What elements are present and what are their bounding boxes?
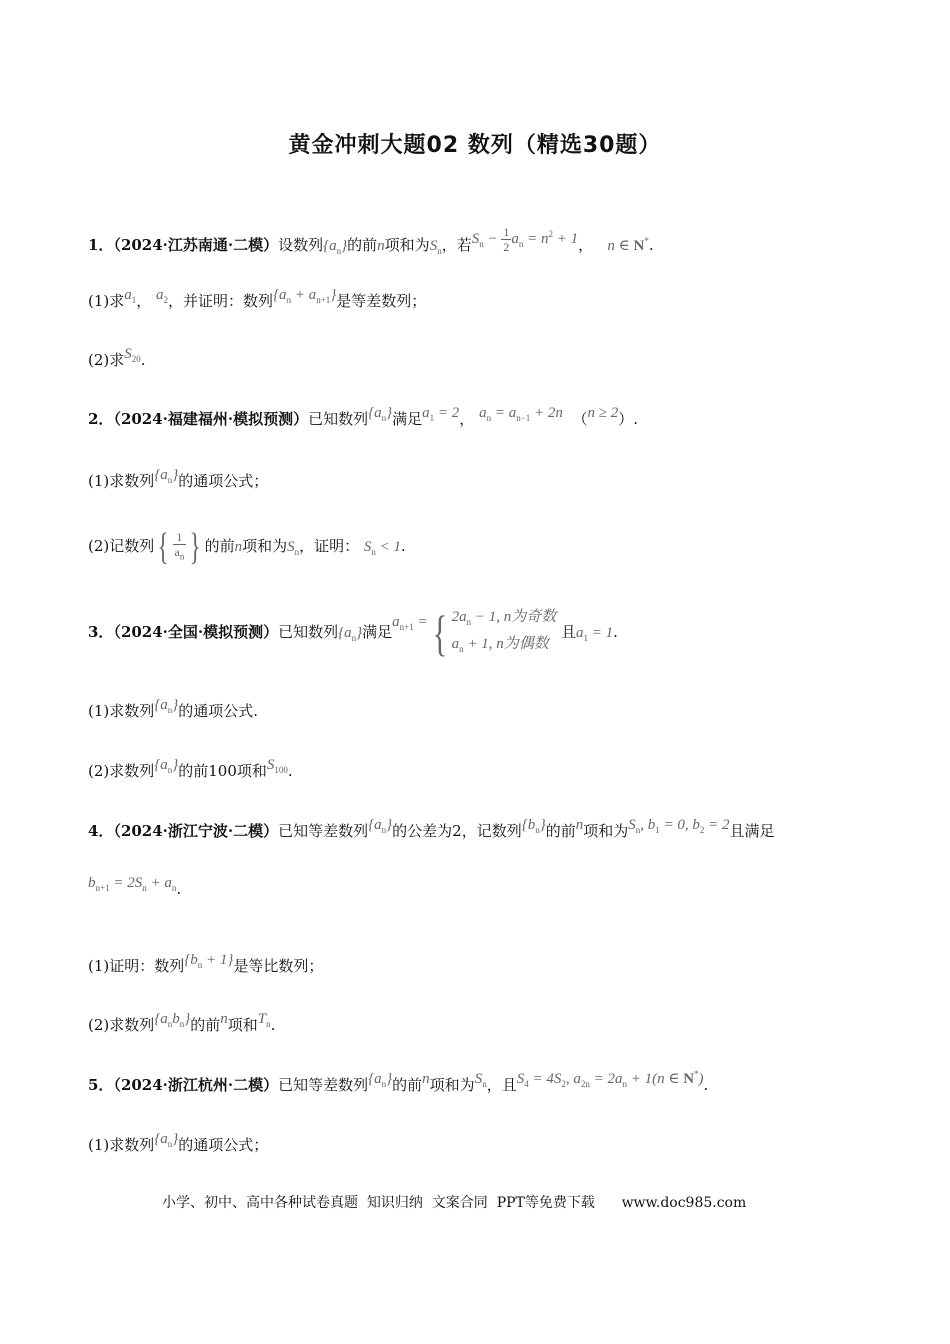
math-seq: $\{a_n + a_{n+1}\}$ — [273, 287, 337, 305]
text: （ — [572, 410, 588, 428]
part-label: (2)求数列 — [88, 762, 155, 780]
math-a1: $a_1 = 1$ — [576, 625, 614, 643]
text: . — [287, 762, 293, 780]
part-label: (2)求 — [88, 351, 125, 369]
problem-1-part-1 — [88, 287, 427, 312]
math-n: n — [220, 1011, 228, 1027]
page-title: 黄金冲刺大题02 数列（精选30题） — [288, 133, 662, 158]
math-seq: $\{a_nb_n\}$ — [154, 1011, 191, 1029]
text: 的前 — [204, 537, 235, 555]
math-seq: $\{a_n\}$ — [323, 237, 348, 256]
problem-number: 3． — [88, 623, 114, 641]
text: ， — [578, 235, 594, 254]
problem-1-part-2 — [88, 346, 146, 371]
problem-1-stem — [88, 225, 654, 261]
problem-4-part-2 — [88, 1011, 276, 1036]
problem-3-part-2 — [88, 757, 293, 782]
math-seq: $\{a_n\}$ — [154, 1131, 179, 1149]
text: ， — [459, 410, 475, 428]
text: 已知数列 — [308, 410, 369, 428]
math-n: n — [234, 539, 243, 555]
problem-number: 1． — [88, 235, 114, 254]
text: . — [613, 623, 618, 641]
math-seq: $\{b_n + 1\}$ — [184, 952, 234, 970]
text: 是等差数列； — [336, 292, 427, 310]
math-equation: $S_n$ − $\frac{1}{2}$ $a_n = n^2 + 1$ — [471, 225, 579, 254]
math-piecewise: $a_{n+1}$ = { $2a_n - 1$, n为奇数 $a_n + 1$, n为偶数 — [392, 605, 557, 661]
problem-2-stem — [88, 405, 638, 430]
math-n: n — [422, 1071, 430, 1087]
text: 的通项公式； — [178, 1136, 269, 1154]
part-label: (1)求数列 — [88, 702, 155, 720]
text: 的通项公式； — [178, 472, 269, 490]
text: 的前100项和 — [178, 762, 267, 780]
text: . — [176, 880, 182, 898]
text: 项和 — [227, 1016, 258, 1034]
math-n: n — [575, 817, 584, 833]
text: ，若 — [441, 235, 472, 254]
math-condition: n ≥ 2 — [587, 405, 619, 421]
text: 且 — [556, 623, 577, 641]
problem-source: （2024·浙江宁波·二模） — [113, 822, 279, 840]
problem-4-part-1 — [88, 952, 324, 977]
text: . — [401, 537, 406, 555]
text: 已知等差数列 — [278, 1076, 369, 1094]
text: ， — [136, 292, 152, 310]
math-seq: $\{a_n\}$ — [338, 625, 363, 643]
text: 已知数列 — [278, 623, 339, 641]
problem-source: （2024·江苏南通·二模） — [113, 235, 279, 254]
math-sn: $S_n$ — [429, 237, 442, 256]
part-label: (1)证明：数列 — [88, 957, 185, 975]
math-a2: $a_2$ — [156, 287, 169, 305]
math-sn: $S_n$ — [474, 1071, 487, 1089]
text: . — [703, 1076, 709, 1094]
problem-4-stem — [88, 817, 775, 842]
problem-number: 5． — [88, 1076, 114, 1094]
math-seq: $\{a_n\}$ — [368, 405, 393, 423]
part-label: (1)求数列 — [88, 472, 155, 490]
math-seq-b: $\{b_n\}$ — [521, 817, 546, 835]
text: 的前 — [347, 235, 378, 254]
math-seq: $\{a_n\}$ — [368, 1071, 393, 1089]
problem-5-stem — [88, 1069, 709, 1096]
problem-4-stem-continued — [88, 875, 182, 900]
text: 满足 — [362, 623, 393, 641]
math-condition: n ∈ N* — [607, 235, 649, 254]
math-seq: $\{a_n\}$ — [154, 467, 179, 485]
text: 满足 — [392, 410, 423, 428]
math-recurrence: $a_n = a_{n-1} + 2n$ — [479, 405, 563, 423]
math-inequality: $S_n < 1$ — [363, 539, 402, 557]
problem-3-part-1 — [88, 697, 259, 722]
text: 项和为 — [583, 822, 629, 840]
text: ，证明： — [299, 537, 360, 555]
math-a1: $a_1$ — [124, 287, 137, 305]
text: . — [270, 1016, 276, 1034]
part-label: (2)记数列 — [88, 537, 155, 555]
text: 项和为 — [429, 1076, 475, 1094]
problem-source: （2024·全国·模拟预测） — [113, 623, 279, 641]
text: . — [140, 351, 146, 369]
math-seq: $\{a_n\}$ — [368, 817, 393, 835]
page-footer: 小学、初中、高中各种试卷真题 知识归纳 文案合同 PPT等免费下载 www.doc985.com — [162, 1195, 747, 1211]
problem-2-part-2 — [88, 528, 406, 566]
part-label: (2)求数列 — [88, 1016, 155, 1034]
text: ，且 — [486, 1076, 517, 1094]
math-recurrence: $b_{n+1} = 2S_n + a_n$ — [88, 875, 177, 893]
math-s100: $S_{100}$ — [266, 757, 288, 775]
math-seq: $\{a_n\}$ — [154, 697, 179, 715]
text: 项和为 — [242, 537, 288, 555]
text: . — [648, 235, 654, 254]
math-tn: $T_n$ — [257, 1011, 271, 1029]
text: ）. — [618, 410, 638, 428]
text: 的通项公式. — [178, 702, 259, 720]
text: 的公差为2，记数列 — [392, 822, 522, 840]
part-label: (1)求 — [88, 292, 125, 310]
text: 且满足 — [729, 822, 775, 840]
math-condition: $S_4 = 4S_2$, $a_{2n} = 2a_n + 1(n$ ∈ N*) — [516, 1069, 704, 1089]
math-n: n — [377, 237, 385, 254]
text: 项和为 — [384, 235, 430, 254]
problem-5-part-1 — [88, 1131, 269, 1156]
problem-number: 2． — [88, 410, 114, 428]
text: 的前 — [545, 822, 576, 840]
problem-3-stem — [88, 606, 618, 660]
problem-source: （2024·福建福州·模拟预测） — [113, 410, 309, 428]
math-condition: $S_n$, $b_1 = 0$, $b_2 = 2$ — [628, 817, 730, 835]
text: 设数列 — [278, 235, 324, 254]
math-a1: $a_1 = 2$ — [422, 405, 460, 423]
math-s20: $S_{20}$ — [124, 346, 141, 364]
problem-2-part-1 — [88, 467, 269, 492]
text: 的前 — [190, 1016, 221, 1034]
text: 已知等差数列 — [278, 822, 369, 840]
math-reciprocal-seq: { $\frac{1}{a_n}$ } — [157, 526, 201, 568]
problem-source: （2024·浙江杭州·二模） — [113, 1076, 279, 1094]
problem-number: 4． — [88, 822, 114, 840]
math-seq: $\{a_n\}$ — [154, 757, 179, 775]
part-label: (1)求数列 — [88, 1136, 155, 1154]
math-sn: $S_n$ — [287, 539, 300, 557]
text: 是等比数列； — [233, 957, 324, 975]
text: 的前 — [392, 1076, 423, 1094]
text: ，并证明：数列 — [168, 292, 274, 310]
